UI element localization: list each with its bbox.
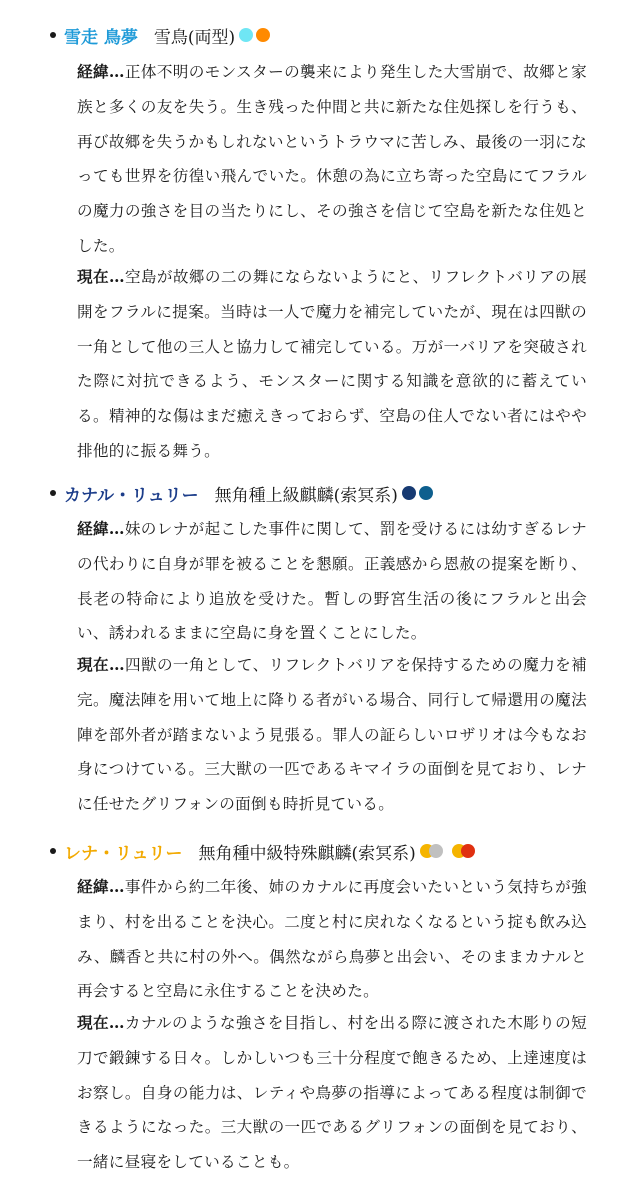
character-entry bbox=[0, 836, 637, 1172]
character-header bbox=[0, 20, 637, 50]
history-text: 妹のレナが起こした事件に関して、罰を受けるには幼すぎるレナの代わりに自身が罪を被ることを懇願。正義感から恩赦の提案を断り、長老の特命により追放を受けた。暫しの野宮生活の後にフラルと出会い、誘われるままに空島に身を置くことにした。 bbox=[77, 520, 587, 643]
present-label: 現在… bbox=[77, 655, 125, 674]
color-dot-pair-icon bbox=[420, 844, 443, 858]
character-name: レナ・リュリー bbox=[64, 843, 183, 864]
present-paragraph bbox=[77, 648, 587, 822]
history-paragraph bbox=[77, 55, 587, 264]
history-paragraph bbox=[77, 512, 587, 651]
color-swatches bbox=[239, 28, 270, 42]
character-entry bbox=[0, 20, 637, 460]
bullet-icon bbox=[50, 490, 56, 496]
color-dot-icon bbox=[402, 486, 416, 500]
character-species: 無角種中級特殊麒麟(索冥系) bbox=[198, 843, 416, 864]
color-swatches bbox=[402, 486, 433, 500]
color-dot-icon bbox=[256, 28, 270, 42]
history-label: 経緯… bbox=[77, 62, 125, 81]
color-swatches bbox=[420, 844, 481, 858]
bullet-icon bbox=[50, 848, 56, 854]
color-dot-icon bbox=[239, 28, 253, 42]
color-dot-icon bbox=[461, 844, 475, 858]
present-paragraph bbox=[77, 1006, 587, 1180]
color-dot-icon bbox=[429, 844, 443, 858]
present-paragraph bbox=[77, 260, 587, 469]
bullet-icon bbox=[50, 32, 56, 38]
present-text: カナルのような強さを目指し、村を出る際に渡された木彫りの短刀で鍛錬する日々。しかしいつも三十分程度で飽きるため、上達速度はお察し。自身の能力は、レティや鳥夢の指導によってある程度は制御できるようになった。三大獣の一匹であるグリフォンの面倒を見ており、一緒に昼寝をしていることも。 bbox=[77, 1014, 587, 1172]
color-dot-icon bbox=[419, 486, 433, 500]
character-header bbox=[0, 478, 637, 508]
history-text: 事件から約二年後、姉のカナルに再度会いたいという気持ちが強まり、村を出ることを決心。二度と村に戻れなくなるという掟も飲み込み、麟香と共に村の外へ。偶然ながら鳥夢と出会い、そのままカナルと再会すると空島に永住することを決めた。 bbox=[77, 878, 587, 1001]
character-name: 雪走 鳥夢 bbox=[64, 27, 138, 48]
history-label: 経緯… bbox=[77, 877, 125, 896]
history-paragraph bbox=[77, 870, 587, 1009]
present-label: 現在… bbox=[77, 1013, 125, 1032]
character-entry bbox=[0, 478, 637, 814]
present-text: 空島が故郷の二の舞にならないようにと、リフレクトバリアの展開をフラルに提案。当時は一人で魔力を補完していたが、現在は四獣の一角として他の三人と協力して補完している。万が一バリアを突破された際に対抗できるよう、モンスターに関する知識を意欲的に蓄えている。精神的な傷はまだ癒えきっておらず、空島の住人でない者にはやや排他的に振る舞う。 bbox=[77, 268, 588, 460]
present-text: 四獣の一角として、リフレクトバリアを保持するための魔力を補完。魔法陣を用いて地上に降りる者がいる場合、同行して帰還用の魔法陣を部外者が踏まないよう見張る。罪人の証らしいロザリオは今もなお身につけている。三大獣の一匹であるキマイラの面倒を見ており、レナに任せたグリフォンの面倒も時折見ている。 bbox=[77, 656, 587, 814]
character-name: カナル・リュリー bbox=[64, 485, 199, 506]
character-species: 無角種上級麒麟(索冥系) bbox=[214, 485, 398, 506]
character-species: 雪鳥(両型) bbox=[153, 27, 236, 48]
character-header bbox=[0, 836, 637, 866]
history-label: 経緯… bbox=[77, 519, 125, 538]
present-label: 現在… bbox=[77, 267, 125, 286]
history-text: 正体不明のモンスターの襲来により発生した大雪崩で、故郷と家族と多くの友を失う。生き残った仲間と共に新たな住処探しを行うも、再び故郷を失うかもしれないというトラウマに苦しみ、最後の一羽になっても世界を彷徨い飛んでいた。休憩の為に立ち寄った空島にてフラルの魔力の強さを目の当たりにし、その強さを信じて空島を新たな住処とした。 bbox=[77, 63, 587, 255]
color-dot-pair-icon bbox=[452, 844, 475, 858]
